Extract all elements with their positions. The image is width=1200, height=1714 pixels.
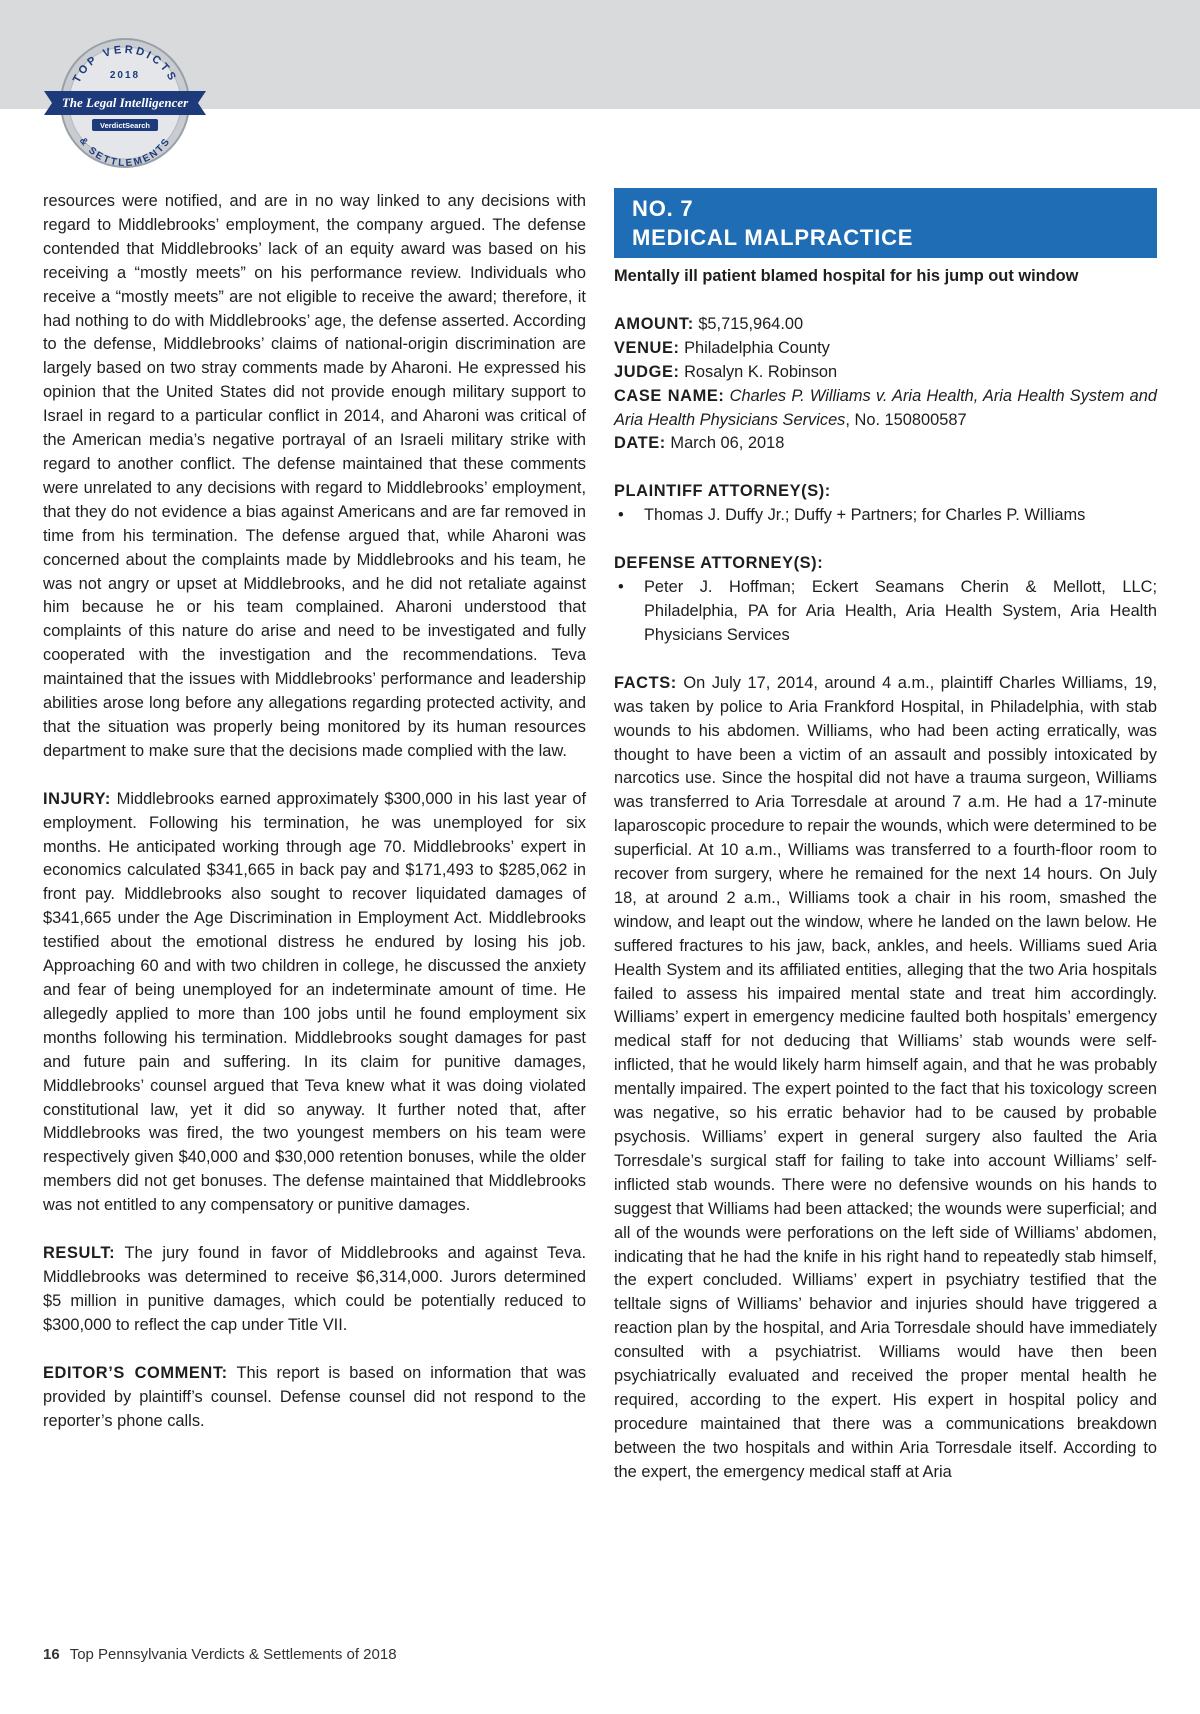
judge-field (614, 361, 1157, 385)
amount-field (614, 313, 1157, 337)
venue-value: Philadelphia County (679, 338, 830, 357)
right-column (614, 190, 1157, 1485)
venue-field (614, 337, 1157, 361)
venue-label: VENUE: (614, 338, 680, 357)
case-name-value: Charles P. Williams v. Aria Health, Aria Health System and Aria Health Physicians Services (614, 386, 1157, 429)
badge-brand: The Legal Intelligencer (61, 95, 189, 110)
editors-comment-label: EDITOR’S COMMENT: (43, 1363, 228, 1382)
amount-value: $5,715,964.00 (693, 314, 804, 333)
injury-paragraph (43, 788, 586, 1218)
result-paragraph (43, 1242, 586, 1338)
facts-paragraph (614, 672, 1157, 1485)
case-name-field (614, 385, 1157, 433)
defense-continued-paragraph: resources were notified, and are in no way linked to any decisions with regard to Middlebrooks’ employment, the company argued. The defense contended that Middlebrooks’ lack of an equity award was based on his receiving a “mostly meets” on his performance review. Individuals who receive a “mostly meets” are not eligible to receive the award; therefore, it had nothing to do with Middlebrooks’ age, the defense asserted. According to the defense, Middlebrooks’ claims of national-origin discrimination are largely based on two stray comments made by Aharoni. He expressed his opinion that the United States did not provide enough military support to Israel in regard to a particular conflict in 2014, and Aharoni was critical of the American media’s negative portrayal of an Israeli military strike with regard to another conflict. The defense maintained that these comments were unrelated to any decisions with regard to Middlebrooks’ employment, that they do not evidence a bias against Americans and are far removed in time from his termination. The defense argued that, while Aharoni was concerned about the complaints made by Middlebrooks and his team, he was not angry or upset at Middlebrooks, and he did not retaliate against him because he or his team complained. Aharoni understood that complaints of this nature do arise and need to be investigated and fully cooperated with the investigation and the recommendations. Teva maintained that the issues with Middlebrooks’ performance and leadership abilities arose long before any allegations regarding protected activity, and that the situation was properly being monitored by its human resources department to make sure that the decisions made complied with the law. (43, 192, 586, 760)
date-label: DATE: (614, 434, 666, 453)
bullet-icon: • (618, 506, 624, 525)
publication-name: Top Pennsylvania Verdicts & Settlements of 2018 (69, 1646, 397, 1663)
date-value: March 06, 2018 (665, 434, 785, 453)
facts-label: FACTS: (614, 673, 677, 692)
bullet-icon: • (618, 578, 624, 597)
defense-attorney-text: Peter J. Hoffman; Eckert Seamans Cherin & Mellott, LLC; Philadelphia, PA for Aria Health, Aria Health System, Aria Health Physicians Services (644, 578, 1157, 644)
result-text: The jury found in favor of Middlebrooks and against Teva. Middlebrooks was determined to receive $6,314,000. Jurors determined $5 million in punitive damages, which could be potentially reduced to $300,000 to reflect the cap under Title VII. (43, 1244, 586, 1334)
plaintiff-attorneys-label: PLAINTIFF ATTORNEY(S): (614, 482, 831, 501)
result-label: RESULT: (43, 1244, 116, 1263)
section-number: NO. 7 (632, 196, 694, 221)
badge-year: 2018 (109, 70, 141, 81)
case-headline: Mentally ill patient blamed hospital for his jump out window (614, 267, 1079, 285)
case-name-label: CASE NAME: (614, 386, 725, 405)
badge-bottom-text: & SETTLEMENTS (76, 135, 174, 170)
plaintiff-attorney-text: Thomas J. Duffy Jr.; Duffy + Partners; for Charles P. Williams (644, 506, 1086, 525)
badge-sub: VerdictSearch (99, 121, 151, 130)
amount-label: AMOUNT: (614, 314, 694, 333)
page-footer (43, 1646, 397, 1663)
date-field (614, 432, 1157, 456)
top-verdicts-badge-logo (40, 33, 210, 173)
badge-top-text: TOP VERDICTS (70, 43, 180, 85)
injury-label: INJURY: (43, 789, 111, 808)
editors-comment-text: This report is based on information that was provided by plaintiff’s counsel. Defense counsel did not respond to the reporter’s phone calls. (43, 1363, 586, 1430)
page-number: 16 (43, 1646, 60, 1663)
defense-attorneys-label: DEFENSE ATTORNEY(S): (614, 554, 824, 573)
injury-text: Middlebrooks earned approximately $300,000 in his last year of employment. Following his termination, he was unemployed for six months. He anticipated working through age 70. Middlebrooks’ expert in economics calculated $341,665 in back pay and $171,493 to $285,062 in front pay. Middlebrooks also sought to recover liquidated damages of $341,665 under the Age Discrimination in Employment Act. Middlebrooks testified about the emotional distress he endured by losing his job. Approaching 60 and with two children in college, he discussed the anxiety and fear of being unemployed for an indeterminate amount of time. He allegedly applied to more than 100 jobs until he found employment six months following his termination. Middlebrooks sought damages for past and future pain and suffering. In its claim for punitive damages, Middlebrooks’ counsel argued that Teva knew what it was doing violated constitutional law, yet it did so anyway. It further noted that, after Middlebrooks was fired, the two youngest members on his team were respectively given $40,000 and $30,000 retention bonuses, while the older members did not get bonuses. The defense maintained that Middlebrooks was not entitled to any compensatory or punitive damages. (43, 789, 586, 1215)
section-title: MEDICAL MALPRACTICE (632, 225, 914, 250)
left-column (43, 190, 586, 1433)
defense-attorney-item (614, 576, 1157, 648)
plaintiff-attorney-item (614, 504, 1157, 528)
facts-text: On July 17, 2014, around 4 a.m., plaintiff Charles Williams, 19, was taken by police to Aria Frankford Hospital, in Philadelphia, with stab wounds to his abdomen. Williams, who had been acting erratically, was thought to have been a victim of an assault and possibly intoxicated by narcotics use. Since the hospital did not have a trauma surgeon, Williams was transferred to Aria Torresdale at around 7 a.m. He had a 17-minute laparoscopic procedure to repair the wounds, which were determined to be superficial. At 10 a.m., Williams was transferred to a fourth-floor room to recover from surgery, where he remained for the next 14 hours. On July 18, at around 2 a.m., Williams took a chair in his room, smashed the window, and leapt out the window, where he landed on the lawn below. He suffered fractures to his jaw, back, ankles, and heels. Williams sued Aria Health System and its affiliated entities, alleging that the two Aria hospitals failed to assess his impaired mental state and treat him accordingly. Williams’ expert in emergency medicine faulted both hospitals’ emergency medical staff for not deducing that Williams’ stab wounds were self-inflicted, that he would likely harm himself again, and that he was probably mentally impaired. The expert pointed to the fact that his toxicology screen was negative, so his erratic behavior had to be caused by probable psychosis. Williams’ expert in general surgery also faulted the Aria Torresdale’s surgical staff for failing to take into account Williams’ self-inflicted stab wounds. There were no defensive wounds on his hands to suggest that Williams had been attacked; the wounds were superficial; and all of the wounds were perforations on the left side of Williams’ abdomen, indicating that he had the knife in his right hand to repeatedly stab himself, the expert concluded. Williams’ expert in psychiatry testified that the telltale signs of Williams’ behavior and injuries should have triggered a reaction plan by the hospital, and Aria Torresdale should have immediately consulted with a psychiatrist. Williams would have then been psychiatrically evaluated and received the proper mental health he required, according to the expert. His expert in hospital policy and procedure maintained that there was a communications breakdown between the two hospitals and within Aria Torresdale itself. According to the expert, the emergency medical staff at Aria (614, 673, 1157, 1481)
case-number: , No. 150800587 (845, 410, 967, 429)
judge-label: JUDGE: (614, 362, 680, 381)
editors-comment-paragraph (43, 1362, 586, 1434)
judge-value: Rosalyn K. Robinson (679, 362, 838, 381)
section-header (614, 188, 1157, 258)
